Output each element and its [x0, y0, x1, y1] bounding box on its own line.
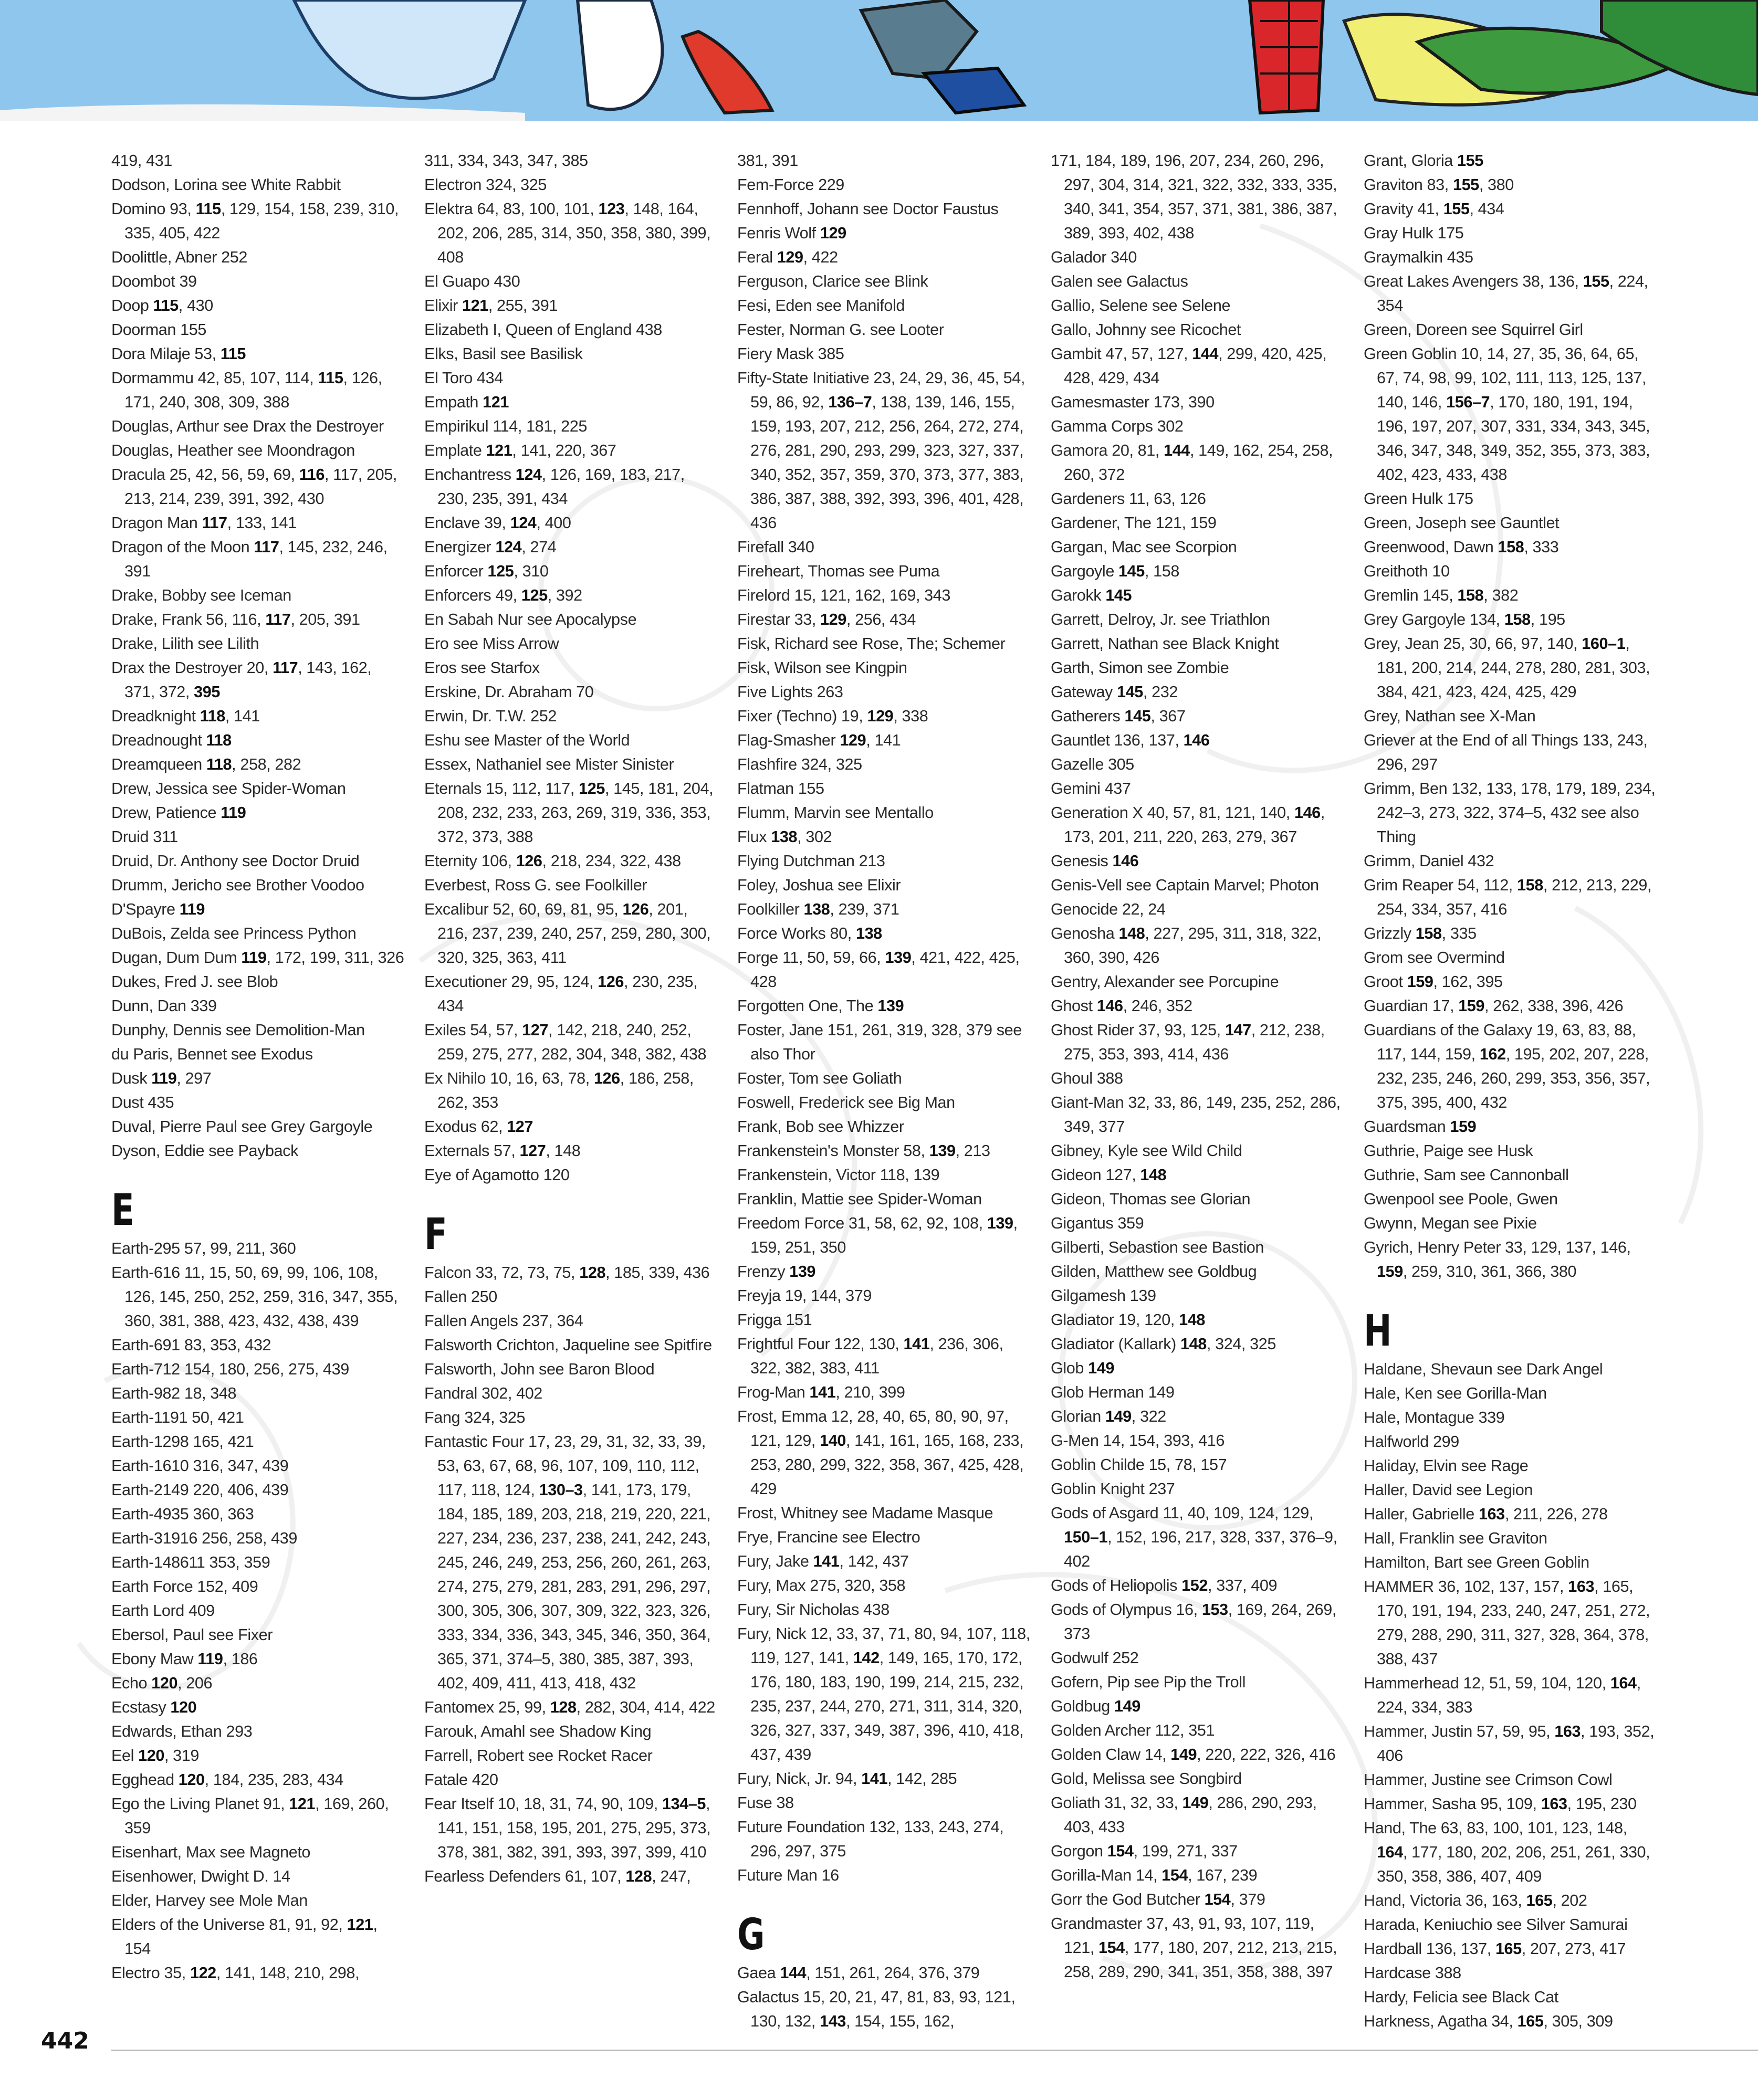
- index-entry: Foolkiller 138, 239, 371: [737, 900, 899, 918]
- index-entry: Gods of Asgard 11, 40, 109, 124, 129, 150–1, 152, 196, 217, 328, 337, 376–9, 402: [1051, 1504, 1337, 1570]
- index-entry: Hall, Franklin see Graviton: [1364, 1529, 1547, 1547]
- index-entry: Guardsman 159: [1364, 1118, 1477, 1136]
- index-entry: El Guapo 430: [424, 272, 520, 290]
- index-entry: Gofern, Pip see Pip the Troll: [1051, 1673, 1246, 1691]
- index-entry: Douglas, Arthur see Drax the Destroyer: [111, 417, 384, 435]
- index-column-5: [1364, 149, 1658, 2033]
- index-entry: Garrett, Delroy, Jr. see Triathlon: [1051, 611, 1270, 628]
- index-entry: Frightful Four 122, 130, 141, 236, 306, 322, 382, 383, 411: [737, 1335, 1003, 1377]
- index-entry: 419, 431: [111, 152, 172, 170]
- index-entry: Groot 159, 162, 395: [1364, 973, 1503, 991]
- index-entry: Fifty-State Initiative 23, 24, 29, 36, 45, 54, 59, 86, 92, 136–7, 138, 139, 146, 155, 159, 193, 207, 212, 256, 264, 272, 274, 276, 281, 290, 293, 299, 323, 327, 337, 340, 352, 357, 359, 370, 373, 377, 383, 386, 387, 388, 392, 393, 396, 401, 428, 436: [737, 369, 1025, 532]
- index-entry: Fandral 302, 402: [424, 1384, 542, 1402]
- index-entry: Drake, Frank 56, 116, 117, 205, 391: [111, 611, 360, 628]
- index-entry: Gateway 145, 232: [1051, 683, 1178, 701]
- index-entry: Earth-2149 220, 406, 439: [111, 1481, 289, 1499]
- index-entry: Ecstasy 120: [111, 1698, 197, 1716]
- index-entry: Fear Itself 10, 18, 31, 74, 90, 109, 134–5, 141, 151, 158, 195, 201, 275, 295, 373, 378, 381, 382, 391, 393, 397, 399, 410: [424, 1795, 711, 1861]
- index-entry: Drew, Jessica see Spider-Woman: [111, 780, 346, 797]
- index-entry: Dormammu 42, 85, 107, 114, 115, 126, 171, 240, 308, 309, 388: [111, 369, 382, 411]
- index-entry: Frank, Bob see Whizzer: [737, 1118, 904, 1136]
- index-entry: Forge 11, 50, 59, 66, 139, 421, 422, 425, 428: [737, 949, 1020, 991]
- index-entry: Gamora 20, 81, 144, 149, 162, 254, 258, 260, 372: [1051, 442, 1333, 484]
- index-entry: Golden Claw 14, 149, 220, 222, 326, 416: [1051, 1746, 1336, 1763]
- index-entry: Earth-1191 50, 421: [111, 1409, 244, 1426]
- index-entry: Gideon 127, 148: [1051, 1166, 1167, 1184]
- index-entry: Hammer, Justin 57, 59, 95, 163, 193, 352, 406: [1364, 1723, 1655, 1765]
- index-entry: Great Lakes Avengers 38, 136, 155, 224, 354: [1364, 272, 1648, 314]
- index-entry: Fantomex 25, 99, 128, 282, 304, 414, 422: [424, 1698, 715, 1716]
- index-entry: Earth-712 154, 180, 256, 275, 439: [111, 1360, 349, 1378]
- index-entry: Fatale 420: [424, 1771, 498, 1789]
- index-entry: Earth-31916 256, 258, 439: [111, 1529, 298, 1547]
- section-letter: E: [111, 1185, 134, 1235]
- index-entry: Gazelle 305: [1051, 755, 1134, 773]
- index-entry: Dora Milaje 53, 115: [111, 345, 246, 363]
- index-entry: Gamma Corps 302: [1051, 417, 1184, 435]
- index-entry: Goldbug 149: [1051, 1697, 1140, 1715]
- index-entry: Eternity 106, 126, 218, 234, 322, 438: [424, 852, 681, 870]
- index-entry: Earth-982 18, 348: [111, 1384, 237, 1402]
- index-entry: Dust 435: [111, 1094, 174, 1111]
- index-entry: Dreadknight 118, 141: [111, 707, 260, 725]
- index-entry: Ferguson, Clarice see Blink: [737, 272, 928, 290]
- index-entry: Five Lights 263: [737, 683, 843, 701]
- index-entry: Hale, Montague 339: [1364, 1409, 1505, 1426]
- index-entry: Flux 138, 302: [737, 828, 832, 846]
- index-entry: Drake, Lilith see Lilith: [111, 635, 259, 653]
- section-letter: G: [737, 1910, 765, 1960]
- index-entry: Fallen Angels 237, 364: [424, 1312, 583, 1330]
- index-entry: Frankenstein's Monster 58, 139, 213: [737, 1142, 990, 1160]
- index-entry: Green, Doreen see Squirrel Girl: [1364, 321, 1583, 339]
- index-entry: Franklin, Mattie see Spider-Woman: [737, 1190, 982, 1208]
- index-entry: Gods of Olympus 16, 153, 169, 264, 269, 373: [1051, 1601, 1336, 1643]
- index-entry: Flashfire 324, 325: [737, 755, 862, 773]
- index-entry: Dragon Man 117, 133, 141: [111, 514, 297, 532]
- index-entry: Glob 149: [1051, 1359, 1114, 1377]
- index-entry: Hammer, Justine see Crimson Cowl: [1364, 1771, 1613, 1789]
- index-entry: Freyja 19, 144, 379: [737, 1287, 872, 1305]
- index-entry: Gamesmaster 173, 390: [1051, 393, 1215, 411]
- index-entry: Gardeners 11, 63, 126: [1051, 490, 1206, 508]
- index-entry: Goblin Knight 237: [1051, 1480, 1175, 1498]
- index-entry: Grimm, Daniel 432: [1364, 852, 1494, 870]
- index-entry: Gideon, Thomas see Glorian: [1051, 1190, 1251, 1208]
- index-entry: Farouk, Amahl see Shadow King: [424, 1723, 652, 1740]
- index-entry: Egghead 120, 184, 235, 283, 434: [111, 1771, 343, 1789]
- index-entry: Goliath 31, 32, 33, 149, 286, 290, 293, 403, 433: [1051, 1794, 1317, 1836]
- index-entry: Falsworth Crichton, Jaqueline see Spitfire: [424, 1336, 712, 1354]
- index-entry: Gargan, Mac see Scorpion: [1051, 538, 1237, 556]
- index-entry: Haller, Gabrielle 163, 211, 226, 278: [1364, 1505, 1608, 1523]
- index-entry: Gargoyle 145, 158: [1051, 562, 1179, 580]
- index-entry: Elektra 64, 83, 100, 101, 123, 148, 164, 202, 206, 285, 314, 350, 358, 380, 399, 408: [424, 200, 711, 266]
- index-entry: Guardians of the Galaxy 19, 63, 83, 88, 117, 144, 159, 162, 195, 202, 207, 228, 232, 235, 246, 260, 299, 353, 356, 357, 375, 395, 400, 432: [1364, 1021, 1650, 1111]
- index-entry: DuBois, Zelda see Princess Python: [111, 925, 357, 942]
- index-column-2: [424, 149, 718, 1888]
- index-entry: Hardcase 388: [1364, 1964, 1461, 1982]
- index-entry: Future Foundation 132, 133, 243, 274, 296, 297, 375: [737, 1818, 1004, 1860]
- index-entry: Druid, Dr. Anthony see Doctor Druid: [111, 852, 360, 870]
- index-entry: Galador 340: [1051, 248, 1137, 266]
- index-entry: Eros see Starfox: [424, 659, 540, 677]
- index-entry: Firestar 33, 129, 256, 434: [737, 611, 916, 628]
- index-entry: Elks, Basil see Basilisk: [424, 345, 583, 363]
- index-entry: Gibney, Kyle see Wild Child: [1051, 1142, 1242, 1160]
- index-entry: Doop 115, 430: [111, 297, 213, 314]
- index-entry: Genosha 148, 227, 295, 311, 318, 322, 360, 390, 426: [1051, 925, 1322, 967]
- index-entry: Godwulf 252: [1051, 1649, 1139, 1667]
- index-entry: Halfworld 299: [1364, 1433, 1459, 1451]
- index-entry: Galen see Galactus: [1051, 272, 1188, 290]
- index-entry: Dreadnought 118: [111, 731, 232, 749]
- index-entry: Farrell, Robert see Rocket Racer: [424, 1747, 653, 1765]
- index-entry: Falcon 33, 72, 73, 75, 128, 185, 339, 436: [424, 1264, 710, 1282]
- index-entry: Hardball 136, 137, 165, 207, 273, 417: [1364, 1940, 1626, 1958]
- index-entry: Giant-Man 32, 33, 86, 149, 235, 252, 286, 349, 377: [1051, 1094, 1341, 1136]
- index-entry: Frenzy 139: [737, 1263, 816, 1280]
- index-entry: Goblin Childe 15, 78, 157: [1051, 1456, 1227, 1474]
- index-entry: Falsworth, John see Baron Blood: [424, 1360, 655, 1378]
- index-entry: Drax the Destroyer 20, 117, 143, 162, 371, 372, 395: [111, 659, 372, 701]
- index-entry: Eel 120, 319: [111, 1747, 200, 1765]
- index-entry: Externals 57, 127, 148: [424, 1142, 581, 1160]
- index-entry: Earth-295 57, 99, 211, 360: [111, 1240, 296, 1257]
- index-entry: Fury, Nick, Jr. 94, 141, 142, 285: [737, 1770, 957, 1788]
- index-entry: Earth-1298 165, 421: [111, 1433, 254, 1451]
- index-entry: Fisk, Richard see Rose, The; Schemer: [737, 635, 1006, 653]
- index-entry: Guardian 17, 159, 262, 338, 396, 426: [1364, 997, 1624, 1015]
- header-illustration: [0, 0, 1758, 121]
- index-entry: Gravity 41, 155, 434: [1364, 200, 1504, 218]
- index-entry: Hand, The 63, 83, 100, 101, 123, 148, 164, 177, 180, 202, 206, 251, 261, 330, 350, 358, 386, 407, 409: [1364, 1819, 1650, 1885]
- index-entry: Grandmaster 37, 43, 91, 93, 107, 119, 121, 154, 177, 180, 207, 212, 213, 215, 258, 289, 290, 341, 351, 358, 388, 397: [1051, 1915, 1337, 1981]
- index-entry: Ebony Maw 119, 186: [111, 1650, 258, 1668]
- index-entry: Gentry, Alexander see Porcupine: [1051, 973, 1279, 991]
- index-entry: Gambit 47, 57, 127, 144, 299, 420, 425, 428, 429, 434: [1051, 345, 1327, 387]
- index-entry: Duval, Pierre Paul see Grey Gargoyle: [111, 1118, 373, 1136]
- index-entry: Fallen 250: [424, 1288, 497, 1306]
- index-entry: Exiles 54, 57, 127, 142, 218, 240, 252, 259, 275, 277, 282, 304, 348, 382, 438: [424, 1021, 707, 1063]
- index-entry: Energizer 124, 274: [424, 538, 557, 556]
- index-entry: Gyrich, Henry Peter 33, 129, 137, 146, 159, 259, 310, 361, 366, 380: [1364, 1238, 1631, 1280]
- index-entry: Fester, Norman G. see Looter: [737, 321, 944, 339]
- index-column-3: [737, 149, 1031, 2033]
- index-entry: Genocide 22, 24: [1051, 900, 1166, 918]
- index-entry: Hardy, Felicia see Black Cat: [1364, 1988, 1558, 2006]
- index-entry: Firelord 15, 121, 162, 169, 343: [737, 586, 951, 604]
- index-entry: Gorr the God Butcher 154, 379: [1051, 1891, 1265, 1908]
- index-entry: 311, 334, 343, 347, 385: [424, 152, 588, 170]
- index-entry: Doorman 155: [111, 321, 206, 339]
- index-entry: Dusk 119, 297: [111, 1069, 212, 1087]
- index-entry: Guthrie, Paige see Husk: [1364, 1142, 1533, 1160]
- index-entry: Erwin, Dr. T.W. 252: [424, 707, 557, 725]
- index-entry: Gardener, The 121, 159: [1051, 514, 1217, 532]
- index-entry: Fireheart, Thomas see Puma: [737, 562, 940, 580]
- index-entry: Ero see Miss Arrow: [424, 635, 559, 653]
- index-entry: Gladiator (Kallark) 148, 324, 325: [1051, 1335, 1276, 1353]
- index-entry: Fenris Wolf 129: [737, 224, 846, 242]
- index-entry: Dracula 25, 42, 56, 59, 69, 116, 117, 205, 213, 214, 239, 391, 392, 430: [111, 466, 397, 508]
- index-entry: Fennhoff, Johann see Doctor Faustus: [737, 200, 999, 218]
- index-entry: Green Hulk 175: [1364, 490, 1473, 508]
- index-entry: Dugan, Dum Dum 119, 172, 199, 311, 326: [111, 949, 404, 967]
- index-entry: Hale, Ken see Gorilla-Man: [1364, 1384, 1547, 1402]
- index-entry: Garokk 145: [1051, 586, 1132, 604]
- index-entry: Flag-Smasher 129, 141: [737, 731, 901, 749]
- index-entry: 171, 184, 189, 196, 207, 234, 260, 296, 297, 304, 314, 321, 322, 332, 333, 335, 340, 341, 354, 357, 371, 381, 386, 387, 389, 393, 402, 438: [1051, 152, 1337, 242]
- index-entry: Galactus 15, 20, 21, 47, 81, 83, 93, 121, 130, 132, 143, 154, 155, 162,: [737, 1988, 1016, 2030]
- index-entry: Fury, Jake 141, 142, 437: [737, 1552, 909, 1570]
- index-entry: En Sabah Nur see Apocalypse: [424, 611, 637, 628]
- index-entry: Frankenstein, Victor 118, 139: [737, 1166, 940, 1184]
- index-entry: Enforcer 125, 310: [424, 562, 549, 580]
- index-entry: Edwards, Ethan 293: [111, 1723, 253, 1740]
- index-entry: Genesis 146: [1051, 852, 1139, 870]
- index-entry: Earth-4935 360, 363: [111, 1505, 254, 1523]
- index-entry: Gwenpool see Poole, Gwen: [1364, 1190, 1558, 1208]
- index-entry: Guthrie, Sam see Cannonball: [1364, 1166, 1569, 1184]
- index-entry: Generation X 40, 57, 81, 121, 140, 146, 173, 201, 211, 220, 263, 279, 367: [1051, 804, 1325, 846]
- index-entry: Hammer, Sasha 95, 109, 163, 195, 230: [1364, 1795, 1637, 1813]
- index-entry: Foswell, Frederick see Big Man: [737, 1094, 955, 1111]
- footer-rule: [111, 2050, 1758, 2051]
- index-entry: Electro 35, 122, 141, 148, 210, 298,: [111, 1964, 360, 1982]
- index-entry: Fantastic Four 17, 23, 29, 31, 32, 33, 39, 53, 63, 67, 68, 96, 107, 109, 110, 112, 117, 118, 124, 130–3, 141, 173, 179, 184, 185, 189, 203, 218, 219, 220, 221, 227, 234, 236, 237, 238, 241, 242, 243, 245, 246, 249, 253, 256, 260, 261, 263, 274, 275, 279, 281, 283, 291, 296, 297, 300, 305, 306, 307, 309, 322, 323, 326, 333, 334, 336, 343, 345, 346, 350, 364, 365, 371, 374–5, 380, 385, 387, 393, 402, 409, 411, 413, 418, 432: [424, 1433, 711, 1692]
- index-entry: Flying Dutchman 213: [737, 852, 885, 870]
- index-entry: Doombot 39: [111, 272, 197, 290]
- index-entry: Gilden, Matthew see Goldbug: [1051, 1263, 1257, 1280]
- index-entry: Dragon of the Moon 117, 145, 232, 246, 391: [111, 538, 388, 580]
- index-entry: Haliday, Elvin see Rage: [1364, 1457, 1529, 1475]
- index-entry: Fisk, Wilson see Kingpin: [737, 659, 907, 677]
- index-entry: Drake, Bobby see Iceman: [111, 586, 291, 604]
- index-entry: Gallio, Selene see Selene: [1051, 297, 1231, 314]
- index-entry: Eye of Agamotto 120: [424, 1166, 570, 1184]
- index-entry: Frost, Whitney see Madame Masque: [737, 1504, 993, 1522]
- index-entry: Harada, Keniuchio see Silver Samurai: [1364, 1916, 1628, 1934]
- index-entry: Ghoul 388: [1051, 1069, 1123, 1087]
- index-entry: Gigantus 359: [1051, 1214, 1144, 1232]
- index-entry: Exodus 62, 127: [424, 1118, 533, 1136]
- index-entry: Enchantress 124, 126, 169, 183, 217, 230, 235, 391, 434: [424, 466, 685, 508]
- index-entry: Dunn, Dan 339: [111, 997, 217, 1015]
- index-entry: Gallo, Johnny see Ricochet: [1051, 321, 1241, 339]
- index-entry: Dukes, Fred J. see Blob: [111, 973, 278, 991]
- index-entry: Foley, Joshua see Elixir: [737, 876, 901, 894]
- index-entry: Elixir 121, 255, 391: [424, 297, 558, 314]
- index-entry: D'Spayre 119: [111, 900, 205, 918]
- index-entry: Ego the Living Planet 91, 121, 169, 260, 359: [111, 1795, 389, 1837]
- index-entry: Earth-148611 353, 359: [111, 1553, 270, 1571]
- index-entry: Gatherers 145, 367: [1051, 707, 1186, 725]
- page-number: 442: [41, 2028, 89, 2054]
- index-entry: Gemini 437: [1051, 780, 1131, 797]
- index-entry: Executioner 29, 95, 124, 126, 230, 235, 434: [424, 973, 698, 1015]
- index-entry: Eternals 15, 112, 117, 125, 145, 181, 204, 208, 232, 233, 263, 269, 319, 336, 353, 372, 373, 388: [424, 780, 714, 846]
- index-entry: Drew, Patience 119: [111, 804, 246, 822]
- index-entry: Ghost 146, 246, 352: [1051, 997, 1192, 1015]
- index-entry: HAMMER 36, 102, 137, 157, 163, 165, 170, 191, 194, 233, 240, 247, 251, 272, 279, 288, 290, 311, 327, 328, 364, 378, 388, 437: [1364, 1578, 1650, 1668]
- index-entry: Gauntlet 136, 137, 146: [1051, 731, 1210, 749]
- index-entry: Fixer (Techno) 19, 129, 338: [737, 707, 928, 725]
- index-entry: Earth-1610 316, 347, 439: [111, 1457, 289, 1475]
- index-entry: 381, 391: [737, 152, 798, 170]
- index-entry: Frye, Francine see Electro: [737, 1528, 920, 1546]
- index-entry: Griever at the End of all Things 133, 243, 296, 297: [1364, 731, 1648, 773]
- index-entry: Doolittle, Abner 252: [111, 248, 248, 266]
- index-entry: du Paris, Bennet see Exodus: [111, 1045, 313, 1063]
- index-entry: Elders of the Universe 81, 91, 92, 121, 154: [111, 1916, 378, 1958]
- index-entry: Golden Archer 112, 351: [1051, 1721, 1215, 1739]
- index-entry: Earth Lord 409: [111, 1602, 215, 1620]
- index-entry: Forgotten One, The 139: [737, 997, 904, 1015]
- index-entry: Empath 121: [424, 393, 509, 411]
- index-entry: Everbest, Ross G. see Foolkiller: [424, 876, 647, 894]
- index-entry: Fang 324, 325: [424, 1409, 526, 1426]
- index-entry: Greenwood, Dawn 158, 333: [1364, 538, 1559, 556]
- index-entry: Dodson, Lorina see White Rabbit: [111, 176, 341, 194]
- section-letter: F: [424, 1210, 447, 1259]
- index-entry: Gold, Melissa see Songbird: [1051, 1770, 1242, 1788]
- index-entry: Graymalkin 435: [1364, 248, 1473, 266]
- index-column-1: [111, 149, 405, 1985]
- index-entry: Eisenhart, Max see Magneto: [111, 1843, 311, 1861]
- index-entry: Grey, Nathan see X-Man: [1364, 707, 1536, 725]
- index-entry: Grant, Gloria 155: [1364, 152, 1483, 170]
- index-entry: Echo 120, 206: [111, 1674, 213, 1692]
- index-entry: Fuse 38: [737, 1794, 794, 1812]
- index-entry: Fesi, Eden see Manifold: [737, 297, 905, 314]
- index-entry: Gorilla-Man 14, 154, 167, 239: [1051, 1866, 1258, 1884]
- index-entry: Gilgamesh 139: [1051, 1287, 1156, 1305]
- index-entry: Genis-Vell see Captain Marvel; Photon: [1051, 876, 1319, 894]
- index-entry: Essex, Nathaniel see Mister Sinister: [424, 755, 674, 773]
- index-entry: Fearless Defenders 61, 107, 128, 247,: [424, 1867, 691, 1885]
- index-entry: Druid 311: [111, 828, 178, 846]
- index-entry: Eshu see Master of the World: [424, 731, 630, 749]
- index-entry: Fury, Max 275, 320, 358: [737, 1577, 906, 1594]
- index-entry: Douglas, Heather see Moondragon: [111, 442, 355, 459]
- index-entry: Gods of Heliopolis 152, 337, 409: [1051, 1577, 1278, 1594]
- index-entry: Frog-Man 141, 210, 399: [737, 1383, 905, 1401]
- index-entry: Green, Joseph see Gauntlet: [1364, 514, 1560, 532]
- index-entry: Foster, Tom see Goliath: [737, 1069, 902, 1087]
- index-entry: Grimm, Ben 132, 133, 178, 179, 189, 234, 242–3, 273, 322, 374–5, 432 see also Thing: [1364, 780, 1656, 846]
- index-entry: Enclave 39, 124, 400: [424, 514, 571, 532]
- index-entry: Gwynn, Megan see Pixie: [1364, 1214, 1537, 1232]
- index-entry: Gray Hulk 175: [1364, 224, 1464, 242]
- index-entry: Future Man 16: [737, 1866, 839, 1884]
- index-entry: Flumm, Marvin see Mentallo: [737, 804, 934, 822]
- index-entry: Haldane, Shevaun see Dark Angel: [1364, 1360, 1603, 1378]
- index-entry: Glorian 149, 322: [1051, 1408, 1166, 1425]
- index-entry: Elder, Harvey see Mole Man: [111, 1892, 308, 1909]
- index-entry: Green Goblin 10, 14, 27, 35, 36, 64, 65, 67, 74, 98, 99, 102, 111, 113, 125, 137, 140, 146, 156–7, 170, 180, 191, 194, 196, 197, 207, 307, 331, 334, 343, 345, 346, 347, 348, 349, 352, 355, 373, 383, 402, 423, 433, 438: [1364, 345, 1650, 484]
- index-entry: Greithoth 10: [1364, 562, 1450, 580]
- index-entry: Earth-616 11, 15, 50, 69, 99, 106, 108, 126, 145, 250, 252, 259, 316, 347, 355, 360, 381, 388, 423, 432, 438, 439: [111, 1264, 398, 1330]
- index-entry: Haller, David see Legion: [1364, 1481, 1533, 1499]
- index-entry: Dunphy, Dennis see Demolition-Man: [111, 1021, 365, 1039]
- index-column-4: [1051, 149, 1345, 1984]
- index-entry: Fem-Force 229: [737, 176, 844, 194]
- index-entry: Excalibur 52, 60, 69, 81, 95, 126, 201, 216, 237, 239, 240, 257, 259, 280, 300, 320, 325, 363, 411: [424, 900, 711, 967]
- index-entry: Freedom Force 31, 58, 62, 92, 108, 139, 159, 251, 350: [737, 1214, 1018, 1256]
- index-entry: Fury, Nick 12, 33, 37, 71, 80, 94, 107, 118, 119, 127, 141, 142, 149, 165, 170, 172, 176, 180, 183, 190, 199, 214, 215, 232, 235, 237, 244, 270, 271, 311, 314, 320, 326, 327, 337, 349, 387, 396, 410, 418, 437, 439: [737, 1625, 1030, 1763]
- index-entry: Ex Nihilo 10, 16, 63, 78, 126, 186, 258, 262, 353: [424, 1069, 694, 1111]
- index-entry: Hand, Victoria 36, 163, 165, 202: [1364, 1892, 1587, 1909]
- index-entry: Grey Gargoyle 134, 158, 195: [1364, 611, 1565, 628]
- index-entry: Emplate 121, 141, 220, 367: [424, 442, 616, 459]
- index-entry: Earth-691 83, 353, 432: [111, 1336, 271, 1354]
- index-entry: Glob Herman 149: [1051, 1383, 1175, 1401]
- index-entry: Erskine, Dr. Abraham 70: [424, 683, 594, 701]
- index-entry: Gorgon 154, 199, 271, 337: [1051, 1842, 1238, 1860]
- index-entry: Empirikul 114, 181, 225: [424, 417, 587, 435]
- index-entry: Frigga 151: [737, 1311, 812, 1329]
- index-entry: Ebersol, Paul see Fixer: [111, 1626, 273, 1644]
- index-entry: Enforcers 49, 125, 392: [424, 586, 582, 604]
- index-entry: Flatman 155: [737, 780, 824, 797]
- index-entry: Electron 324, 325: [424, 176, 547, 194]
- index-entry: Gaea 144, 151, 261, 264, 376, 379: [737, 1964, 980, 1982]
- index-entry: Earth Force 152, 409: [111, 1578, 258, 1595]
- index-entry: Foster, Jane 151, 261, 319, 328, 379 see also Thor: [737, 1021, 1022, 1063]
- index-entry: Dreamqueen 118, 258, 282: [111, 755, 301, 773]
- index-entry: Harkness, Agatha 34, 165, 305, 309: [1364, 2012, 1613, 2030]
- index-entry: Domino 93, 115, 129, 154, 158, 239, 310, 335, 405, 422: [111, 200, 399, 242]
- index-entry: Elizabeth I, Queen of England 438: [424, 321, 662, 339]
- index-entry: G-Men 14, 154, 393, 416: [1051, 1432, 1225, 1450]
- index-entry: Dyson, Eddie see Payback: [111, 1142, 299, 1160]
- index-entry: Frost, Emma 12, 28, 40, 65, 80, 90, 97, 121, 129, 140, 141, 161, 165, 168, 233, 253, 280, 299, 322, 358, 367, 425, 428, 429: [737, 1408, 1024, 1498]
- index-entry: Fiery Mask 385: [737, 345, 844, 363]
- index-entry: Garrett, Nathan see Black Knight: [1051, 635, 1279, 653]
- section-letter: H: [1364, 1306, 1392, 1356]
- index-entry: Gilberti, Sebastion see Bastion: [1051, 1238, 1264, 1256]
- index-entry: Grom see Overmind: [1364, 949, 1505, 967]
- index-entry: Feral 129, 422: [737, 248, 838, 266]
- index-entry: Firefall 340: [737, 538, 814, 556]
- index-entry: Eisenhower, Dwight D. 14: [111, 1867, 290, 1885]
- index-entry: Grim Reaper 54, 112, 158, 212, 213, 229, 254, 334, 357, 416: [1364, 876, 1652, 918]
- index-entry: El Toro 434: [424, 369, 503, 387]
- index-entry: Graviton 83, 155, 380: [1364, 176, 1514, 194]
- index-entry: Fury, Sir Nicholas 438: [737, 1601, 890, 1619]
- index-entry: Force Works 80, 138: [737, 925, 882, 942]
- index-entry: Hammerhead 12, 51, 59, 104, 120, 164, 224, 334, 383: [1364, 1674, 1641, 1716]
- index-entry: Gremlin 145, 158, 382: [1364, 586, 1519, 604]
- index-entry: Grey, Jean 25, 30, 66, 97, 140, 160–1, 181, 200, 214, 244, 278, 280, 281, 303, 384, 421, 423, 424, 425, 429: [1364, 635, 1650, 701]
- index-entry: Gladiator 19, 120, 148: [1051, 1311, 1205, 1329]
- index-entry: Grizzly 158, 335: [1364, 925, 1477, 942]
- index-entry: Drumm, Jericho see Brother Voodoo: [111, 876, 364, 894]
- index-entry: Ghost Rider 37, 93, 125, 147, 212, 238, 275, 353, 393, 414, 436: [1051, 1021, 1325, 1063]
- index-entry: Garth, Simon see Zombie: [1051, 659, 1229, 677]
- index-entry: Hamilton, Bart see Green Goblin: [1364, 1553, 1589, 1571]
